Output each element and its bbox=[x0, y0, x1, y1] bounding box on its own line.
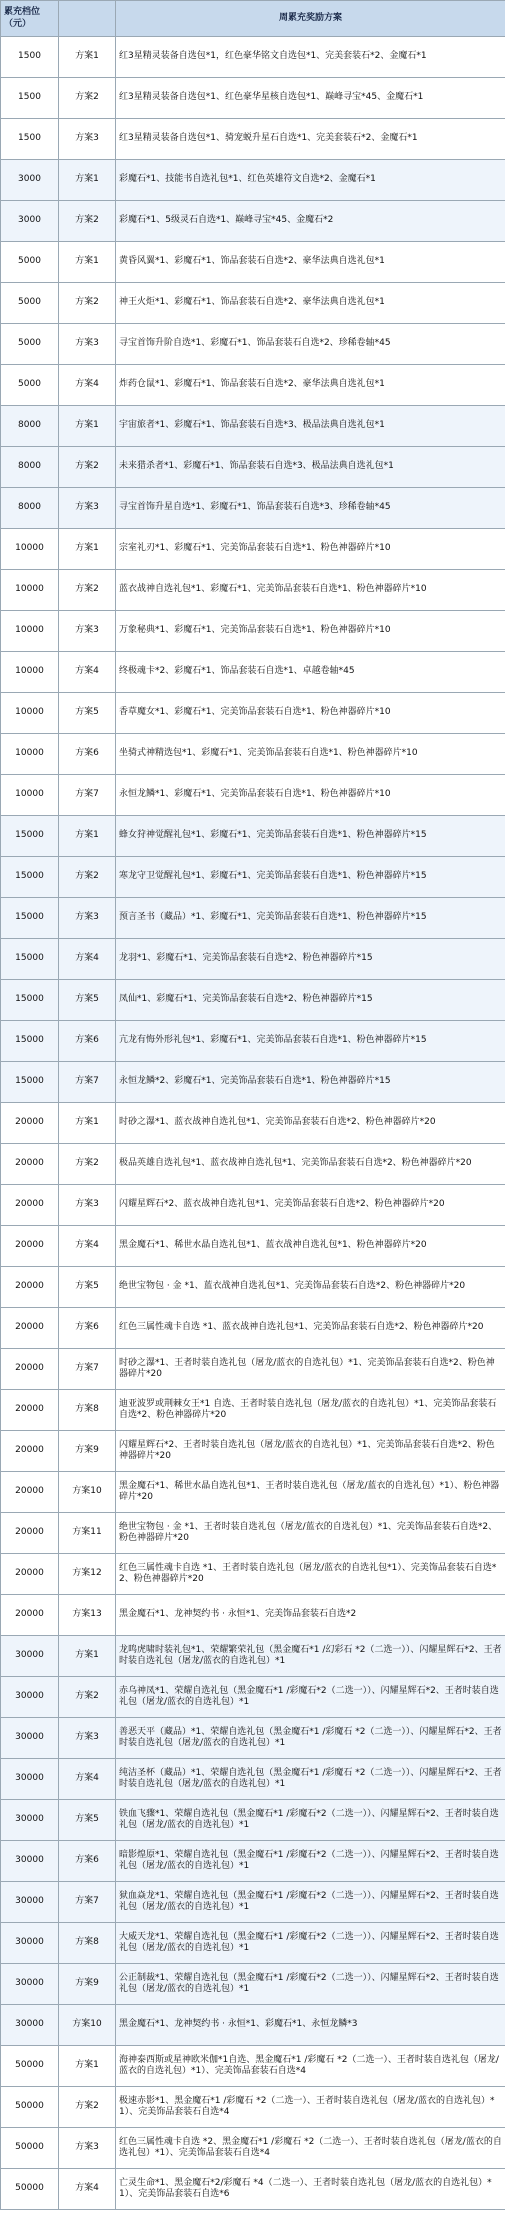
cell-amount: 5000 bbox=[1, 242, 59, 283]
cell-plan: 方案2 bbox=[59, 447, 116, 488]
cell-plan: 方案1 bbox=[59, 406, 116, 447]
table-row bbox=[1, 447, 505, 488]
cell-reward: 永恒龙鳞*2、彩魔石*1、完美饰品套装石自选*1、粉色神器碎片*15 bbox=[116, 1062, 505, 1103]
cell-plan: 方案3 bbox=[59, 488, 116, 529]
cell-amount: 20000 bbox=[1, 1185, 59, 1226]
cell-reward: 万象秘典*1、彩魔石*1、完美饰品套装石自选*1、粉色神器碎片*10 bbox=[116, 611, 505, 652]
cell-amount: 5000 bbox=[1, 324, 59, 365]
cell-amount: 15000 bbox=[1, 1062, 59, 1103]
table-row bbox=[1, 1718, 505, 1759]
table-row bbox=[1, 2005, 505, 2046]
cell-reward: 绝世宝物包 · 金 *1、蓝衣战神自选礼包*1、完美饰品套装石自选*2、粉色神器碎片*20 bbox=[116, 1267, 505, 1308]
cell-amount: 3000 bbox=[1, 160, 59, 201]
cell-plan: 方案9 bbox=[59, 1964, 116, 2005]
cell-amount: 10000 bbox=[1, 611, 59, 652]
cell-plan: 方案3 bbox=[59, 324, 116, 365]
cell-reward: 暗影煌原*1、荣耀自选礼包（黑金魔石*1 /彩魔石*2（二选一））、闪耀星辉石*2、王者时装自选礼包（屠龙/蓝衣的自选礼包）*1 bbox=[116, 1841, 505, 1882]
cell-plan: 方案1 bbox=[59, 160, 116, 201]
cell-amount: 30000 bbox=[1, 2005, 59, 2046]
table-row bbox=[1, 529, 505, 570]
cell-reward: 闪耀星辉石*2、蓝衣战神自选礼包*1、完美饰品套装石自选*2、粉色神器碎片*20 bbox=[116, 1185, 505, 1226]
cell-plan: 方案5 bbox=[59, 1800, 116, 1841]
header-plan bbox=[59, 1, 116, 37]
cell-reward: 寒龙守卫觉醒礼包*1、彩魔石*1、完美饰品套装石自选*1、粉色神器碎片*15 bbox=[116, 857, 505, 898]
cell-amount: 50000 bbox=[1, 2046, 59, 2087]
cell-amount: 30000 bbox=[1, 1636, 59, 1677]
cell-reward: 预言圣书（藏品）*1、彩魔石*1、完美饰品套装石自选*1、粉色神器碎片*15 bbox=[116, 898, 505, 939]
table-row bbox=[1, 488, 505, 529]
cell-plan: 方案7 bbox=[59, 1349, 116, 1390]
table-row bbox=[1, 1513, 505, 1554]
cell-plan: 方案4 bbox=[59, 939, 116, 980]
table-row bbox=[1, 1226, 505, 1267]
cell-amount: 30000 bbox=[1, 1841, 59, 1882]
cell-plan: 方案6 bbox=[59, 734, 116, 775]
cell-reward: 纯洁圣杯（藏品）*1、荣耀自选礼包（黑金魔石*1 /彩魔石 *2（二选一））、闪耀星辉石*2、王者时装自选礼包（屠龙/蓝衣的自选礼包）*1 bbox=[116, 1759, 505, 1800]
table-row bbox=[1, 693, 505, 734]
cell-amount: 50000 bbox=[1, 2087, 59, 2128]
cell-amount: 30000 bbox=[1, 1923, 59, 1964]
cell-reward: 时砂之瀑*1、王者时装自选礼包（屠龙/蓝衣的自选礼包）*1、完美饰品套装石自选*2、粉色神器碎片*20 bbox=[116, 1349, 505, 1390]
table-row bbox=[1, 980, 505, 1021]
cell-plan: 方案5 bbox=[59, 980, 116, 1021]
cell-amount: 1500 bbox=[1, 37, 59, 78]
cell-reward: 黑金魔石*1、稀世水晶自选礼包*1、王者时装自选礼包（屠龙/蓝衣的自选礼包）*1）、粉色神器碎片*20 bbox=[116, 1472, 505, 1513]
table-row bbox=[1, 2087, 505, 2128]
table-row bbox=[1, 37, 505, 78]
cell-plan: 方案5 bbox=[59, 1267, 116, 1308]
table-row bbox=[1, 1144, 505, 1185]
cell-amount: 15000 bbox=[1, 816, 59, 857]
table-row bbox=[1, 1103, 505, 1144]
table-row bbox=[1, 939, 505, 980]
cell-plan: 方案6 bbox=[59, 1021, 116, 1062]
cell-amount: 20000 bbox=[1, 1349, 59, 1390]
table-row bbox=[1, 775, 505, 816]
cell-reward: 红3星精灵装备自选包*1、骑宠蜕升星石自选*1、完美套装石*2、金魔石*1 bbox=[116, 119, 505, 160]
cell-plan: 方案2 bbox=[59, 2087, 116, 2128]
table-row bbox=[1, 2046, 505, 2087]
cell-amount: 20000 bbox=[1, 1144, 59, 1185]
cell-plan: 方案3 bbox=[59, 1718, 116, 1759]
cell-plan: 方案10 bbox=[59, 1472, 116, 1513]
table-row bbox=[1, 78, 505, 119]
cell-plan: 方案3 bbox=[59, 1185, 116, 1226]
cell-amount: 20000 bbox=[1, 1267, 59, 1308]
cell-amount: 30000 bbox=[1, 1800, 59, 1841]
cell-reward: 红3星精灵装备自选包*1，红色豪华铭文自选包*1、完美套装石*2、金魔石*1 bbox=[116, 37, 505, 78]
cell-reward: 迪亚波罗或荆棘女王*1 自选、王者时装自选礼包（屠龙/蓝衣的自选礼包）*1、完美饰品套装石自选*2、粉色神器碎片*20 bbox=[116, 1390, 505, 1431]
table-row bbox=[1, 652, 505, 693]
cell-plan: 方案7 bbox=[59, 1062, 116, 1103]
table-row bbox=[1, 1349, 505, 1390]
cell-amount: 10000 bbox=[1, 734, 59, 775]
cell-reward: 坐骑式神精选包*1、彩魔石*1、完美饰品套装石自选*1、粉色神器碎片*10 bbox=[116, 734, 505, 775]
cell-reward: 龙羽*1、彩魔石*1、完美饰品套装石自选*2、粉色神器碎片*15 bbox=[116, 939, 505, 980]
cell-amount: 3000 bbox=[1, 201, 59, 242]
cell-plan: 方案13 bbox=[59, 1595, 116, 1636]
cell-plan: 方案6 bbox=[59, 1841, 116, 1882]
cell-amount: 30000 bbox=[1, 1759, 59, 1800]
cell-plan: 方案1 bbox=[59, 1636, 116, 1677]
cell-amount: 1500 bbox=[1, 78, 59, 119]
table-row bbox=[1, 1062, 505, 1103]
cell-amount: 10000 bbox=[1, 693, 59, 734]
cell-reward: 彩魔石*1、5级灵石自选*1、巅峰寻宝*45、金魔石*2 bbox=[116, 201, 505, 242]
cell-reward: 红3星精灵装备自选包*1、红色豪华星核自选包*1、巅峰寻宝*45、金魔石*1 bbox=[116, 78, 505, 119]
cell-amount: 1500 bbox=[1, 119, 59, 160]
cell-reward: 闪耀星辉石*2、王者时装自选礼包（屠龙/蓝衣的自选礼包）*1、完美饰品套装石自选*2、粉色神器碎片*20 bbox=[116, 1431, 505, 1472]
table-row bbox=[1, 119, 505, 160]
table-row bbox=[1, 1923, 505, 1964]
cell-reward: 赤乌神凤*1、荣耀自选礼包（黑金魔石*1 /彩魔石*2（二选一））、闪耀星辉石*2、王者时装自选礼包（屠龙/蓝衣的自选礼包）*1 bbox=[116, 1677, 505, 1718]
cell-plan: 方案3 bbox=[59, 898, 116, 939]
cell-reward: 狱血焱龙*1、荣耀自选礼包（黑金魔石*1 /彩魔石*2（二选一））、闪耀星辉石*2、王者时装自选礼包（屠龙/蓝衣的自选礼包）*1 bbox=[116, 1882, 505, 1923]
cell-reward: 极速赤影*1、黑金魔石*1 /彩魔石 *2（二选一）、王者时装自选礼包（屠龙/蓝衣的自选礼包）*1）、完美饰品套装石自选*4 bbox=[116, 2087, 505, 2128]
cell-plan: 方案1 bbox=[59, 37, 116, 78]
cell-amount: 15000 bbox=[1, 980, 59, 1021]
cell-amount: 8000 bbox=[1, 447, 59, 488]
cell-plan: 方案2 bbox=[59, 78, 116, 119]
cell-amount: 20000 bbox=[1, 1472, 59, 1513]
cell-amount: 10000 bbox=[1, 775, 59, 816]
cell-amount: 10000 bbox=[1, 570, 59, 611]
table-row bbox=[1, 1800, 505, 1841]
table-row bbox=[1, 160, 505, 201]
cell-amount: 8000 bbox=[1, 406, 59, 447]
cell-reward: 永恒龙鳞*1、彩魔石*1、完美饰品套装石自选*1、粉色神器碎片*10 bbox=[116, 775, 505, 816]
cell-reward: 寻宝首饰升星自选*1、彩魔石*1、饰品套装石自选*3、珍稀卷轴*45 bbox=[116, 488, 505, 529]
table-row bbox=[1, 1759, 505, 1800]
cell-reward: 寻宝首饰升阶自选*1、彩魔石*1、饰品套装石自选*2、珍稀卷轴*45 bbox=[116, 324, 505, 365]
table-row bbox=[1, 1431, 505, 1472]
cell-plan: 方案1 bbox=[59, 242, 116, 283]
cell-amount: 8000 bbox=[1, 488, 59, 529]
cell-amount: 20000 bbox=[1, 1308, 59, 1349]
table-row bbox=[1, 283, 505, 324]
cell-amount: 20000 bbox=[1, 1390, 59, 1431]
table-row bbox=[1, 406, 505, 447]
cell-plan: 方案2 bbox=[59, 1677, 116, 1718]
table-row bbox=[1, 2169, 505, 2210]
cell-plan: 方案2 bbox=[59, 857, 116, 898]
table-row bbox=[1, 898, 505, 939]
cell-plan: 方案4 bbox=[59, 365, 116, 406]
cell-amount: 50000 bbox=[1, 2128, 59, 2169]
cell-plan: 方案2 bbox=[59, 570, 116, 611]
table-row bbox=[1, 1554, 505, 1595]
cell-plan: 方案9 bbox=[59, 1431, 116, 1472]
cell-reward: 极品英雄自选礼包*1、蓝衣战神自选礼包*1、完美饰品套装石自选*2、粉色神器碎片*20 bbox=[116, 1144, 505, 1185]
header-reward: 周累充奖励方案 bbox=[116, 1, 505, 37]
header-amount: 累充档位（元） bbox=[1, 1, 59, 37]
cell-amount: 15000 bbox=[1, 857, 59, 898]
cell-plan: 方案6 bbox=[59, 1308, 116, 1349]
cell-amount: 20000 bbox=[1, 1226, 59, 1267]
cell-reward: 绝世宝物包 · 金 *1、王者时装自选礼包（屠龙/蓝衣的自选礼包）*1、完美饰品套装石自选*2、粉色神器碎片*20 bbox=[116, 1513, 505, 1554]
cell-plan: 方案3 bbox=[59, 119, 116, 160]
cell-amount: 5000 bbox=[1, 365, 59, 406]
table-row bbox=[1, 1185, 505, 1226]
cell-plan: 方案2 bbox=[59, 283, 116, 324]
cell-reward: 神王火炬*1、彩魔石*1、饰品套装石自选*2、豪华法典自选礼包*1 bbox=[116, 283, 505, 324]
cell-plan: 方案4 bbox=[59, 652, 116, 693]
cell-amount: 20000 bbox=[1, 1554, 59, 1595]
cell-amount: 20000 bbox=[1, 1513, 59, 1554]
cell-reward: 时砂之瀑*1、蓝衣战神自选礼包*1、完美饰品套装石自选*2、粉色神器碎片*20 bbox=[116, 1103, 505, 1144]
cell-plan: 方案8 bbox=[59, 1390, 116, 1431]
cell-plan: 方案1 bbox=[59, 816, 116, 857]
cell-reward: 炸药仓鼠*1、彩魔石*1、饰品套装石自选*2、豪华法典自选礼包*1 bbox=[116, 365, 505, 406]
cell-reward: 铁血飞骤*1、荣耀自选礼包（黑金魔石*1 /彩魔石*2（二选一））、闪耀星辉石*2、王者时装自选礼包（屠龙/蓝衣的自选礼包）*1 bbox=[116, 1800, 505, 1841]
table-row bbox=[1, 734, 505, 775]
cell-amount: 15000 bbox=[1, 1021, 59, 1062]
cell-reward: 龙鸣虎啸时装礼包*1、荣耀繁荣礼包（黑金魔石*1 /幻彩石 *2（二选一））、闪耀星辉石*2、王者时装自选礼包（屠龙/蓝衣的自选礼包）*1 bbox=[116, 1636, 505, 1677]
cell-reward: 亢龙有悔外形礼包*1、彩魔石*1、完美饰品套装石自选*1、粉色神器碎片*15 bbox=[116, 1021, 505, 1062]
cell-reward: 红色三属性魂卡自选 *1、蓝衣战神自选礼包*1、完美饰品套装石自选*2、粉色神器碎片*20 bbox=[116, 1308, 505, 1349]
table-row bbox=[1, 1595, 505, 1636]
cell-amount: 20000 bbox=[1, 1103, 59, 1144]
cell-plan: 方案2 bbox=[59, 1144, 116, 1185]
table-row bbox=[1, 2128, 505, 2169]
cell-reward: 善恶天平（藏品）*1、荣耀自选礼包（黑金魔石*1 /彩魔石 *2（二选一））、闪耀星辉石*2、王者时装自选礼包（屠龙/蓝衣的自选礼包）*1 bbox=[116, 1718, 505, 1759]
table-row bbox=[1, 365, 505, 406]
cell-plan: 方案12 bbox=[59, 1554, 116, 1595]
table-row bbox=[1, 857, 505, 898]
table-row bbox=[1, 1021, 505, 1062]
table-row bbox=[1, 1964, 505, 2005]
cell-plan: 方案11 bbox=[59, 1513, 116, 1554]
cell-plan: 方案4 bbox=[59, 2169, 116, 2210]
cell-plan: 方案5 bbox=[59, 693, 116, 734]
cell-reward: 红色三属性魂卡自选 *2、黑金魔石*1 /彩魔石 *2（二选一）、王者时装自选礼包（屠龙/蓝衣的自选礼包）*1）、完美饰品套装石自选*4 bbox=[116, 2128, 505, 2169]
cell-reward: 香草魔女*1、彩魔石*1、完美饰品套装石自选*1、粉色神器碎片*10 bbox=[116, 693, 505, 734]
table-row bbox=[1, 1841, 505, 1882]
table-row bbox=[1, 1636, 505, 1677]
cell-reward: 蓝衣战神自选礼包*1、彩魔石*1、完美饰品套装石自选*1、粉色神器碎片*10 bbox=[116, 570, 505, 611]
cell-amount: 10000 bbox=[1, 529, 59, 570]
table-row bbox=[1, 1677, 505, 1718]
table-row bbox=[1, 324, 505, 365]
table-row bbox=[1, 1267, 505, 1308]
cell-amount: 30000 bbox=[1, 1964, 59, 2005]
cell-plan: 方案1 bbox=[59, 1103, 116, 1144]
cell-amount: 5000 bbox=[1, 283, 59, 324]
table-header-row bbox=[1, 1, 505, 37]
cell-plan: 方案7 bbox=[59, 1882, 116, 1923]
cell-amount: 30000 bbox=[1, 1677, 59, 1718]
cell-amount: 15000 bbox=[1, 898, 59, 939]
cell-reward: 凤仙*1、彩魔石*1、完美饰品套装石自选*2、粉色神器碎片*15 bbox=[116, 980, 505, 1021]
cell-reward: 黑金魔石*1、稀世水晶自选礼包*1、蓝衣战神自选礼包*1、粉色神器碎片*20 bbox=[116, 1226, 505, 1267]
table-row bbox=[1, 1472, 505, 1513]
cell-plan: 方案7 bbox=[59, 775, 116, 816]
cell-plan: 方案10 bbox=[59, 2005, 116, 2046]
cell-reward: 黑金魔石*1、龙神契约书 · 永恒*1、彩魔石*1、永恒龙鳞*3 bbox=[116, 2005, 505, 2046]
cell-reward: 彩魔石*1、技能书自选礼包*1、红色英雄符文自选*2、金魔石*1 bbox=[116, 160, 505, 201]
table-body bbox=[1, 37, 505, 2210]
table-row bbox=[1, 816, 505, 857]
table-row bbox=[1, 611, 505, 652]
cell-amount: 20000 bbox=[1, 1595, 59, 1636]
cell-plan: 方案8 bbox=[59, 1923, 116, 1964]
cell-amount: 10000 bbox=[1, 652, 59, 693]
cell-reward: 亡灵生命*1、黑金魔石*2/彩魔石 *4（二选一）、王者时装自选礼包（屠龙/蓝衣的自选礼包）*1）、完美饰品套装石自选*6 bbox=[116, 2169, 505, 2210]
table-row bbox=[1, 242, 505, 283]
cell-reward: 黑金魔石*1、龙神契约书 · 永恒*1、完美饰品套装石自选*2 bbox=[116, 1595, 505, 1636]
cell-plan: 方案4 bbox=[59, 1759, 116, 1800]
cell-plan: 方案3 bbox=[59, 611, 116, 652]
cell-reward: 宗室礼刃*1、彩魔石*1、完美饰品套装石自选*1、粉色神器碎片*10 bbox=[116, 529, 505, 570]
table-row bbox=[1, 1308, 505, 1349]
cell-plan: 方案3 bbox=[59, 2128, 116, 2169]
table-row bbox=[1, 1390, 505, 1431]
cell-reward: 黄昏风翼*1、彩魔石*1、饰品套装石自选*2、豪华法典自选礼包*1 bbox=[116, 242, 505, 283]
cell-reward: 海神泰西斯或星神欧米伽*1自选、黑金魔石*1 /彩魔石 *2（二选一）、王者时装自选礼包（屠龙/蓝衣的自选礼包）*1）、完美饰品套装石自选*4 bbox=[116, 2046, 505, 2087]
cell-amount: 50000 bbox=[1, 2169, 59, 2210]
cell-reward: 宇宙旅者*1、彩魔石*1、饰品套装石自选*3、极品法典自选礼包*1 bbox=[116, 406, 505, 447]
cell-reward: 蜂女狩神觉醒礼包*1、彩魔石*1、完美饰品套装石自选*1、粉色神器碎片*15 bbox=[116, 816, 505, 857]
cell-amount: 15000 bbox=[1, 939, 59, 980]
cell-amount: 20000 bbox=[1, 1431, 59, 1472]
table-row bbox=[1, 1882, 505, 1923]
cell-plan: 方案1 bbox=[59, 529, 116, 570]
cell-reward: 公正制裁*1、荣耀自选礼包（黑金魔石*1 /彩魔石*2（二选一））、闪耀星辉石*2、王者时装自选礼包（屠龙/蓝衣的自选礼包）*1 bbox=[116, 1964, 505, 2005]
cell-plan: 方案1 bbox=[59, 2046, 116, 2087]
cell-amount: 30000 bbox=[1, 1882, 59, 1923]
cell-reward: 未来猎杀者*1、彩魔石*1、饰品套装石自选*3、极品法典自选礼包*1 bbox=[116, 447, 505, 488]
cell-amount: 30000 bbox=[1, 1718, 59, 1759]
cell-reward: 终极魂卡*2、彩魔石*1、饰品套装石自选*1、卓越卷轴*45 bbox=[116, 652, 505, 693]
cell-plan: 方案2 bbox=[59, 201, 116, 242]
cell-reward: 红色三属性魂卡自选 *1、王者时装自选礼包（屠龙/蓝衣的自选礼包*1）、完美饰品套装石自选*2、粉色神器碎片*20 bbox=[116, 1554, 505, 1595]
cell-plan: 方案4 bbox=[59, 1226, 116, 1267]
cell-reward: 大威天龙*1、荣耀自选礼包（黑金魔石*1 /彩魔石*2（二选一））、闪耀星辉石*2、王者时装自选礼包（屠龙/蓝衣的自选礼包）*1 bbox=[116, 1923, 505, 1964]
table-row bbox=[1, 570, 505, 611]
table-row bbox=[1, 201, 505, 242]
